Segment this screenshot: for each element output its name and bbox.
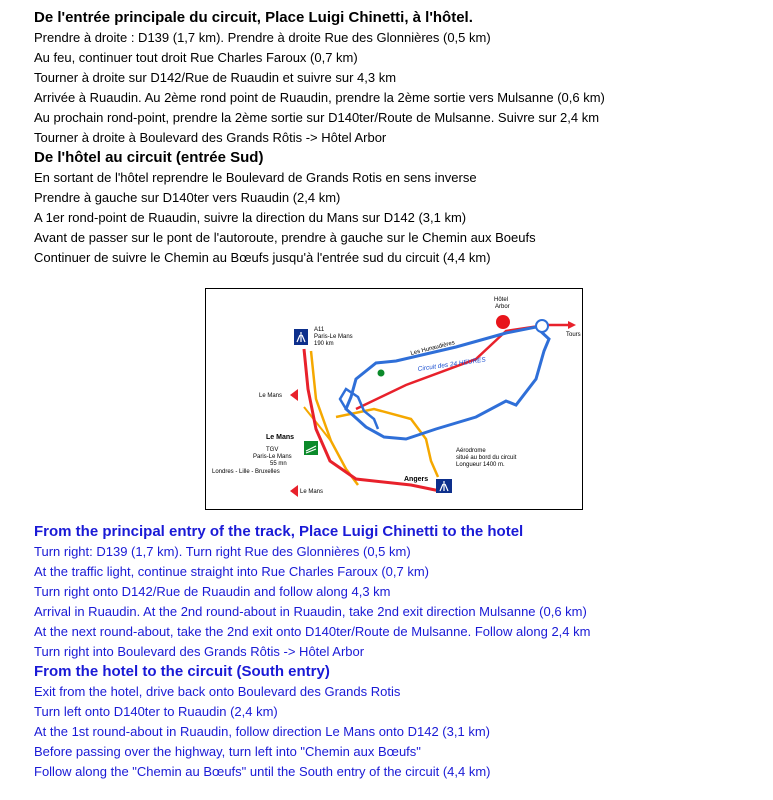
en-step: Before passing over the highway, turn left into "Chemin aux Bœufs" xyxy=(34,744,421,759)
fr-step: Au feu, continuer tout droit Rue Charles Faroux (0,7 km) xyxy=(34,50,358,65)
map-label-angers: Angers xyxy=(404,476,429,483)
map-label-tgv-time: 55 mn xyxy=(270,461,287,467)
map-label-a11-dest: Paris-Le Mans xyxy=(314,334,353,340)
fr-step: Avant de passer sur le pont de l'autoroute, prendre à gauche sur le Chemin aux Boeufs xyxy=(34,230,536,245)
en-step: At the next round-about, take the 2nd exit onto D140ter/Route de Mulsanne. Follow along 2,4 km xyxy=(34,624,591,639)
fr-step: A 1er rond-point de Ruaudin, suivre la direction du Mans sur D142 (3,1 km) xyxy=(34,210,467,225)
en-step: At the 1st round-about in Ruaudin, follow direction Le Mans onto D142 (3,1 km) xyxy=(34,724,490,739)
map-label-a11-dist: 190 km xyxy=(314,341,334,347)
fr-heading-hotel-to-circuit: De l'hôtel au circuit (entrée Sud) xyxy=(34,149,264,166)
en-step: Turn right into Boulevard des Grands Rôtis -> Hôtel Arbor xyxy=(34,644,365,659)
arrow-tours xyxy=(568,321,576,329)
arrow-le-mans-south xyxy=(290,485,298,497)
fr-step: Au prochain rond-point, prendre la 2ème sortie sur D140ter/Route de Mulsanne. Suivre sur 2,4 km xyxy=(34,110,600,125)
en-step: At the traffic light, continue straight into Rue Charles Faroux (0,7 km) xyxy=(34,564,429,579)
map-label-le-mans-west: Le Mans xyxy=(259,393,283,399)
en-heading-hotel-to-circuit: From the hotel to the circuit (South entry) xyxy=(34,663,330,680)
hotel-marker xyxy=(496,315,510,329)
fr-step: En sortant de l'hôtel reprendre le Boulevard de Grands Rotis en sens inverse xyxy=(34,170,477,185)
green-marker xyxy=(378,370,385,377)
en-heading-entry-to-hotel: From the principal entry of the track, Place Luigi Chinetti to the hotel xyxy=(34,523,524,540)
red-road-tours xyxy=(356,325,568,409)
map-label-tgv: TGV xyxy=(266,447,279,453)
map-label-arbor: Arbor xyxy=(495,304,510,310)
map-label-hunaudieres: Les Hunaudières xyxy=(410,340,456,357)
en-step: Arrival in Ruaudin. At the 2nd round-about in Ruaudin, take 2nd exit direction Mulsanne (0,6 km) xyxy=(34,604,587,619)
fr-step: Arrivée à Ruaudin. Au 2ème rond point de Ruaudin, prendre la 2ème sortie vers Mulsanne (0,6 km) xyxy=(34,90,605,105)
fr-step: Tourner à droite sur D142/Rue de Ruaudin et suivre sur 4,3 km xyxy=(34,70,397,85)
fr-step: Continuer de suivre le Chemin au Bœufs jusqu'à l'entrée sud du circuit (4,4 km) xyxy=(34,250,491,265)
en-step: Exit from the hotel, drive back onto Boulevard des Grands Rotis xyxy=(34,684,401,699)
arrow-le-mans-west xyxy=(290,389,298,401)
map-label-aerodrome-length: Longueur 1400 m. xyxy=(456,462,505,468)
route-map xyxy=(205,288,583,510)
fr-step: Tourner à droite à Boulevard des Grands Rôtis -> Hôtel Arbor xyxy=(34,130,387,145)
map-label-le-mans-center: Le Mans xyxy=(266,434,295,441)
map-label-tgv-cities: Londres - Lille - Bruxelles xyxy=(212,469,280,475)
fr-step: Prendre à gauche sur D140ter vers Ruaudin (2,4 km) xyxy=(34,190,341,205)
map-label-aerodrome-loc: situé au bord du circuit xyxy=(456,455,517,461)
fr-heading-entry-to-hotel: De l'entrée principale du circuit, Place Luigi Chinetti, à l'hôtel. xyxy=(34,9,473,26)
map-label-a11: A11 xyxy=(314,327,325,333)
map-drawing xyxy=(206,289,582,509)
fr-step: Prendre à droite : D139 (1,7 km). Prendre à droite Rue des Glonnières (0,5 km) xyxy=(34,30,491,45)
map-label-le-mans-south: Le Mans xyxy=(300,489,324,495)
map-label-tours: Tours xyxy=(566,332,581,338)
en-step: Turn right: D139 (1,7 km). Turn right Rue des Glonnières (0,5 km) xyxy=(34,544,411,559)
roundabout xyxy=(536,320,548,332)
en-step: Turn right onto D142/Rue de Ruaudin and follow along 4,3 km xyxy=(34,584,391,599)
yellow-road-east xyxy=(336,409,438,477)
map-label-aerodrome: Aérodrome xyxy=(456,448,486,454)
en-step: Follow along the "Chemin au Bœufs" until the South entry of the circuit (4,4 km) xyxy=(34,764,491,779)
french-directions xyxy=(34,8,605,268)
en-step: Turn left onto D140ter to Ruaudin (2,4 km) xyxy=(34,704,278,719)
map-label-hotel: Hôtel xyxy=(494,297,509,303)
english-directions xyxy=(34,522,590,782)
map-label-tgv-route: Paris-Le Mans xyxy=(253,454,292,460)
map-label-circuit: Circuit des 24 HEURES xyxy=(417,356,487,373)
